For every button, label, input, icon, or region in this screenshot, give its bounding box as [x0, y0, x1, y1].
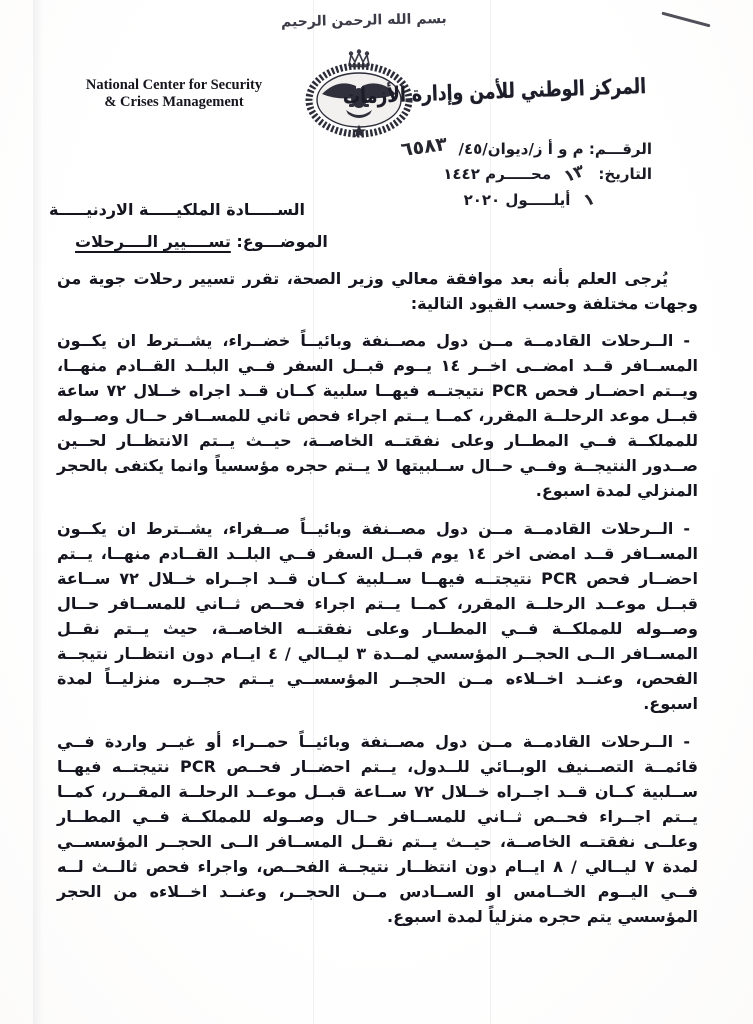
subject-line	[75, 232, 335, 251]
bullet-green-countries: - الــرحلات القادمــة مــن دول مصــنفة وبائيــاً خضــراء، يشــترط ان يكــون المســافر قــد امضــى اخــر ١٤ يــوم قبــل السفر فــي البلــد القــادم منهــا، ويــتم احضــار فحص PCR نتيجتــه فيهــا سلبية كــان قــد اجراه خــلال ٧٢ ساعة قبــل موعد الرحلــة المقرر، كمــا يــتم اجراء فحص ثاني للمســافر حــال وصــوله للمملكــة فــي المطــار وعلى نفقتــه الخاصــة، حيــث يــتم الانتظــار لحــين صــدور النتيجــة وفــي حــال ســلبيتها لا يــتم حجره مؤسسياً وانما يكتفى بالحجر المنزلي لمدة اسبوع.	[57, 331, 698, 500]
subject-label: الموضـــوع:	[236, 232, 328, 251]
addressee-royal-jordanian: الســـــادة الملكيـــــة الاردنيـــــة	[49, 200, 305, 219]
bullet-red-countries: - الــرحلات القادمــة مــن دول مصــنفة وبائيــاً حمــراء أو غيــر واردة فــي قائمــة التصــنيف الوبــائي للــدول، يــتم احضــار فحــص PCR نتيجتــه فيهــا ســلبية كــان قــد اجــراه خــلال ٧٢ ســاعة قبــل موعــد الرحلــة المقــرر، كمــا يــتم اجــراء فحــص ثــاني للمســافر حــال وصــوله للمملكــة فــي المطــار وعلــى نفقتــه الخاصــة، حيــث يــتم نقــل المســافر الــى الحجــر المؤسســي لمدة ٧ ليــالي / ٨ ايــام دون انتظــار نتيجــة الفحــص، واجراء فحص ثالــث لــه فــي اليــوم الخــامس او الســادس مــن الحجــر، وعنــد اخــلاءه من الحجر المؤسسي يتم حجره منزلياً لمدة اسبوع.	[57, 732, 699, 926]
org-name-english-line2: & Crises Management	[104, 94, 244, 110]
bullet-yellow-countries: - الــرحلات القادمــة مــن دول مصــنفة وبائيــاً صــفراء، يشــترط ان يكــون المســافر قــد امضى اخر ١٤ يوم قبــل السفر فــي البلــد القــادم منهــا، يــتم احضــار فحص PCR نتيجتــه فيهــا ســلبية كــان قــد اجــراه خــلال ٧٢ ســاعة قبــل موعــد الرحلــة المقرر، كمــا يــتم اجراء فحــص ثــاني للمســافر حــال وصــوله للمملكــة فــي المطــار وعلى نفقتــه الخاصــة، حيث يــتم نقــل المســافر الــى الحجــر المؤسسي لمــدة ٣ ليــالي / ٤ ايــام دون انتظــار نتيجــة الفحص، وعنــد اخــلاءه مــن الحجــر المؤسســي يــتم حجــره منزليــاً لمدة اسبوع.	[57, 519, 699, 713]
handwritten-hijri-day: ١٣	[561, 160, 589, 188]
reference-value: م و أ ز/ديوان/٤٥/	[458, 140, 584, 158]
handwritten-gregorian-day: ١	[580, 188, 598, 212]
subject-value: تســــيير الــــرحلات	[75, 232, 231, 251]
handwritten-reference-number: ٦٥٨٣	[399, 132, 449, 162]
handwritten-pen-stroke	[662, 12, 711, 27]
org-name-english-line1: National Center for Security	[85, 77, 263, 93]
intro-paragraph: يُرجى العلم بأنه بعد موافقة معالي وزير الصحة، تقرر تسيير رحلات جوية من وجهات مختلفة وحسب القيود التالية:	[57, 269, 698, 313]
org-name-english	[48, 77, 300, 111]
reference-label: الرقـــم:	[588, 140, 652, 158]
scan-edge-shadow	[33, 0, 43, 1024]
date-line-gregorian	[404, 190, 652, 210]
bismillah-calligraphy: بسم الله الرحمن الرحيم	[280, 10, 447, 31]
letter-body	[57, 266, 698, 942]
reference-number-line	[399, 132, 652, 162]
date-label: التاريخ:	[598, 165, 652, 183]
date-line-hijri	[404, 160, 652, 188]
hijri-month-year: محـــــرم ١٤٤٢	[443, 165, 552, 183]
org-name-arabic-calligraphy: المركز الوطني للأمن وإدارة الأزمات	[342, 74, 647, 109]
gregorian-month-year: أيلـــــول ٢٠٢٠	[463, 191, 571, 209]
